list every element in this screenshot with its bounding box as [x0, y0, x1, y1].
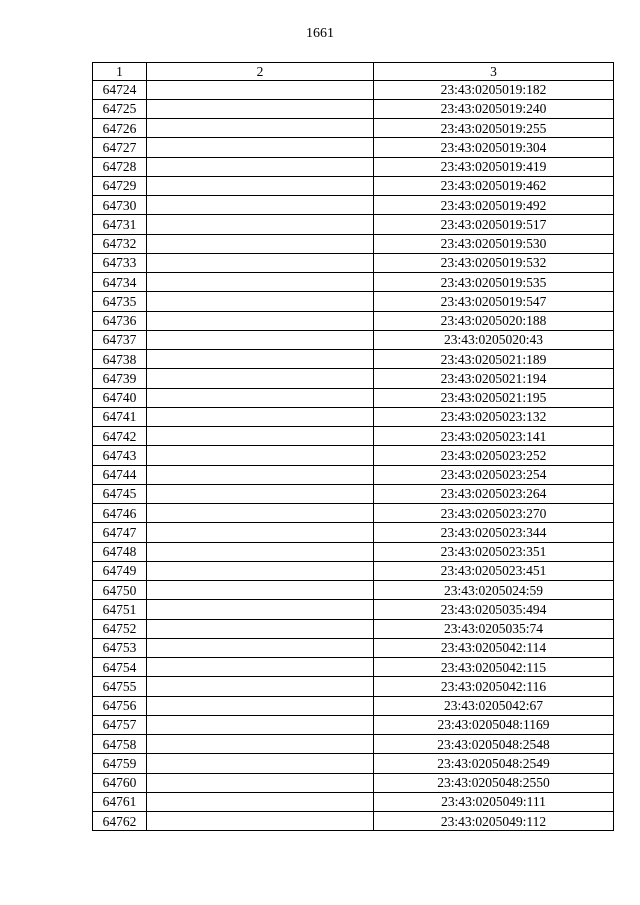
table-cell-col-1: 64759 [93, 754, 147, 773]
table-cell-col-3: 23:43:0205019:182 [374, 80, 614, 99]
table-cell-col-1: 64738 [93, 350, 147, 369]
header-cell-3: 3 [374, 63, 614, 81]
table-cell-col-3: 23:43:0205019:304 [374, 138, 614, 157]
table-cell-col-3: 23:43:0205019:547 [374, 292, 614, 311]
table-row [93, 696, 614, 715]
table-cell-col-1: 64733 [93, 253, 147, 272]
table-header [93, 63, 614, 81]
table-cell-col-3: 23:43:0205049:111 [374, 792, 614, 811]
table-cell-col-2 [147, 273, 374, 292]
table-cell-col-3: 23:43:0205023:264 [374, 484, 614, 503]
table-cell-col-2 [147, 600, 374, 619]
header-row [93, 63, 614, 81]
table-row [93, 138, 614, 157]
table-row [93, 99, 614, 118]
table-cell-col-1: 64726 [93, 119, 147, 138]
table-cell-col-2 [147, 138, 374, 157]
table-cell-col-2 [147, 388, 374, 407]
table-row [93, 350, 614, 369]
table-cell-col-2 [147, 504, 374, 523]
table-row [93, 157, 614, 176]
header-cell-1: 1 [93, 63, 147, 81]
register-table [92, 62, 614, 831]
table-cell-col-2 [147, 542, 374, 561]
table-cell-col-3: 23:43:0205021:194 [374, 369, 614, 388]
table-row [93, 196, 614, 215]
table-row [93, 273, 614, 292]
header-cell-2: 2 [147, 63, 374, 81]
table-cell-col-3: 23:43:0205048:2548 [374, 735, 614, 754]
table-cell-col-3: 23:43:0205049:112 [374, 812, 614, 831]
table-cell-col-3: 23:43:0205023:254 [374, 465, 614, 484]
table-cell-col-1: 64750 [93, 581, 147, 600]
table-cell-col-1: 64761 [93, 792, 147, 811]
table-cell-col-3: 23:43:0205023:141 [374, 427, 614, 446]
table-cell-col-3: 23:43:0205042:67 [374, 696, 614, 715]
table-cell-col-1: 64729 [93, 176, 147, 195]
table-cell-col-1: 64744 [93, 465, 147, 484]
table-cell-col-3: 23:43:0205020:43 [374, 330, 614, 349]
table-cell-col-1: 64740 [93, 388, 147, 407]
table-cell-col-1: 64736 [93, 311, 147, 330]
table-cell-col-1: 64755 [93, 677, 147, 696]
table-row [93, 523, 614, 542]
table-cell-col-2 [147, 484, 374, 503]
table-cell-col-1: 64728 [93, 157, 147, 176]
table-cell-col-1: 64747 [93, 523, 147, 542]
table-cell-col-2 [147, 773, 374, 792]
table-cell-col-3: 23:43:0205023:451 [374, 561, 614, 580]
table-cell-col-3: 23:43:0205048:2550 [374, 773, 614, 792]
table-row [93, 253, 614, 272]
table-cell-col-2 [147, 196, 374, 215]
table-cell-col-1: 64741 [93, 407, 147, 426]
table-row [93, 407, 614, 426]
table-row [93, 446, 614, 465]
table-cell-col-1: 64731 [93, 215, 147, 234]
table-row [93, 715, 614, 734]
table-row [93, 369, 614, 388]
table-cell-col-1: 64757 [93, 715, 147, 734]
table-row [93, 638, 614, 657]
table-cell-col-2 [147, 715, 374, 734]
table-cell-col-1: 64745 [93, 484, 147, 503]
table-cell-col-2 [147, 369, 374, 388]
table-cell-col-3: 23:43:0205023:252 [374, 446, 614, 465]
table-cell-col-1: 64749 [93, 561, 147, 580]
table-cell-col-2 [147, 561, 374, 580]
table-cell-col-1: 64742 [93, 427, 147, 446]
table-row [93, 504, 614, 523]
table-cell-col-2 [147, 292, 374, 311]
table-cell-col-2 [147, 696, 374, 715]
table-cell-col-2 [147, 638, 374, 657]
table-cell-col-1: 64732 [93, 234, 147, 253]
table-row [93, 581, 614, 600]
table-row [93, 600, 614, 619]
table-cell-col-1: 64756 [93, 696, 147, 715]
page-number: 1661 [306, 26, 334, 41]
table-cell-col-3: 23:43:0205019:517 [374, 215, 614, 234]
table-cell-col-3: 23:43:0205019:532 [374, 253, 614, 272]
table-row [93, 311, 614, 330]
table-row [93, 292, 614, 311]
table-cell-col-1: 64760 [93, 773, 147, 792]
table-row [93, 119, 614, 138]
table-cell-col-3: 23:43:0205042:116 [374, 677, 614, 696]
table-cell-col-2 [147, 157, 374, 176]
table-row [93, 388, 614, 407]
table-row [93, 427, 614, 446]
table-row [93, 465, 614, 484]
table-cell-col-2 [147, 215, 374, 234]
table-cell-col-1: 64746 [93, 504, 147, 523]
table-cell-col-3: 23:43:0205019:530 [374, 234, 614, 253]
table-row [93, 619, 614, 638]
table-row [93, 792, 614, 811]
table-cell-col-3: 23:43:0205048:1169 [374, 715, 614, 734]
table-cell-col-2 [147, 176, 374, 195]
table-cell-col-2 [147, 311, 374, 330]
table-cell-col-1: 64724 [93, 80, 147, 99]
table-row [93, 735, 614, 754]
table-cell-col-3: 23:43:0205019:535 [374, 273, 614, 292]
table-cell-col-3: 23:43:0205024:59 [374, 581, 614, 600]
table-cell-col-2 [147, 658, 374, 677]
table-cell-col-3: 23:43:0205042:115 [374, 658, 614, 677]
table-cell-col-2 [147, 446, 374, 465]
table-cell-col-2 [147, 465, 374, 484]
table-cell-col-1: 64758 [93, 735, 147, 754]
table-row [93, 234, 614, 253]
table-cell-col-2 [147, 407, 374, 426]
table-cell-col-3: 23:43:0205019:462 [374, 176, 614, 195]
table-cell-col-2 [147, 792, 374, 811]
table-cell-col-3: 23:43:0205023:351 [374, 542, 614, 561]
table-cell-col-1: 64754 [93, 658, 147, 677]
table-cell-col-2 [147, 523, 374, 542]
table-cell-col-2 [147, 80, 374, 99]
table-cell-col-1: 64751 [93, 600, 147, 619]
table-row [93, 658, 614, 677]
table-cell-col-1: 64762 [93, 812, 147, 831]
table-cell-col-1: 64737 [93, 330, 147, 349]
table-cell-col-2 [147, 234, 374, 253]
table-cell-col-1: 64730 [93, 196, 147, 215]
table-cell-col-3: 23:43:0205019:492 [374, 196, 614, 215]
table-cell-col-3: 23:43:0205019:419 [374, 157, 614, 176]
table-row [93, 215, 614, 234]
table-cell-col-3: 23:43:0205048:2549 [374, 754, 614, 773]
table-cell-col-2 [147, 119, 374, 138]
table-cell-col-2 [147, 330, 374, 349]
table-cell-col-2 [147, 754, 374, 773]
table-cell-col-1: 64748 [93, 542, 147, 561]
table-cell-col-3: 23:43:0205019:255 [374, 119, 614, 138]
table-cell-col-3: 23:43:0205023:270 [374, 504, 614, 523]
table-cell-col-3: 23:43:0205023:344 [374, 523, 614, 542]
table-row [93, 754, 614, 773]
table-cell-col-3: 23:43:0205020:188 [374, 311, 614, 330]
table-cell-col-1: 64752 [93, 619, 147, 638]
table-row [93, 542, 614, 561]
table-cell-col-3: 23:43:0205019:240 [374, 99, 614, 118]
table-row [93, 80, 614, 99]
table-cell-col-3: 23:43:0205023:132 [374, 407, 614, 426]
table-cell-col-1: 64727 [93, 138, 147, 157]
table-cell-col-1: 64753 [93, 638, 147, 657]
table-row [93, 561, 614, 580]
table-cell-col-2 [147, 350, 374, 369]
table-cell-col-3: 23:43:0205021:189 [374, 350, 614, 369]
table-cell-col-2 [147, 253, 374, 272]
table-cell-col-2 [147, 581, 374, 600]
table-cell-col-3: 23:43:0205042:114 [374, 638, 614, 657]
table-cell-col-2 [147, 677, 374, 696]
table-row [93, 330, 614, 349]
table-cell-col-1: 64739 [93, 369, 147, 388]
table-cell-col-2 [147, 619, 374, 638]
table-cell-col-3: 23:43:0205035:494 [374, 600, 614, 619]
table-row [93, 484, 614, 503]
table-row [93, 773, 614, 792]
table-row [93, 176, 614, 195]
table-cell-col-3: 23:43:0205035:74 [374, 619, 614, 638]
table-row [93, 677, 614, 696]
table-cell-col-2 [147, 812, 374, 831]
table-cell-col-2 [147, 99, 374, 118]
table-cell-col-3: 23:43:0205021:195 [374, 388, 614, 407]
table-cell-col-2 [147, 735, 374, 754]
table-cell-col-2 [147, 427, 374, 446]
table-cell-col-1: 64734 [93, 273, 147, 292]
table-cell-col-1: 64743 [93, 446, 147, 465]
table-cell-col-1: 64725 [93, 99, 147, 118]
table-cell-col-1: 64735 [93, 292, 147, 311]
table-body [93, 80, 614, 831]
table-row [93, 812, 614, 831]
